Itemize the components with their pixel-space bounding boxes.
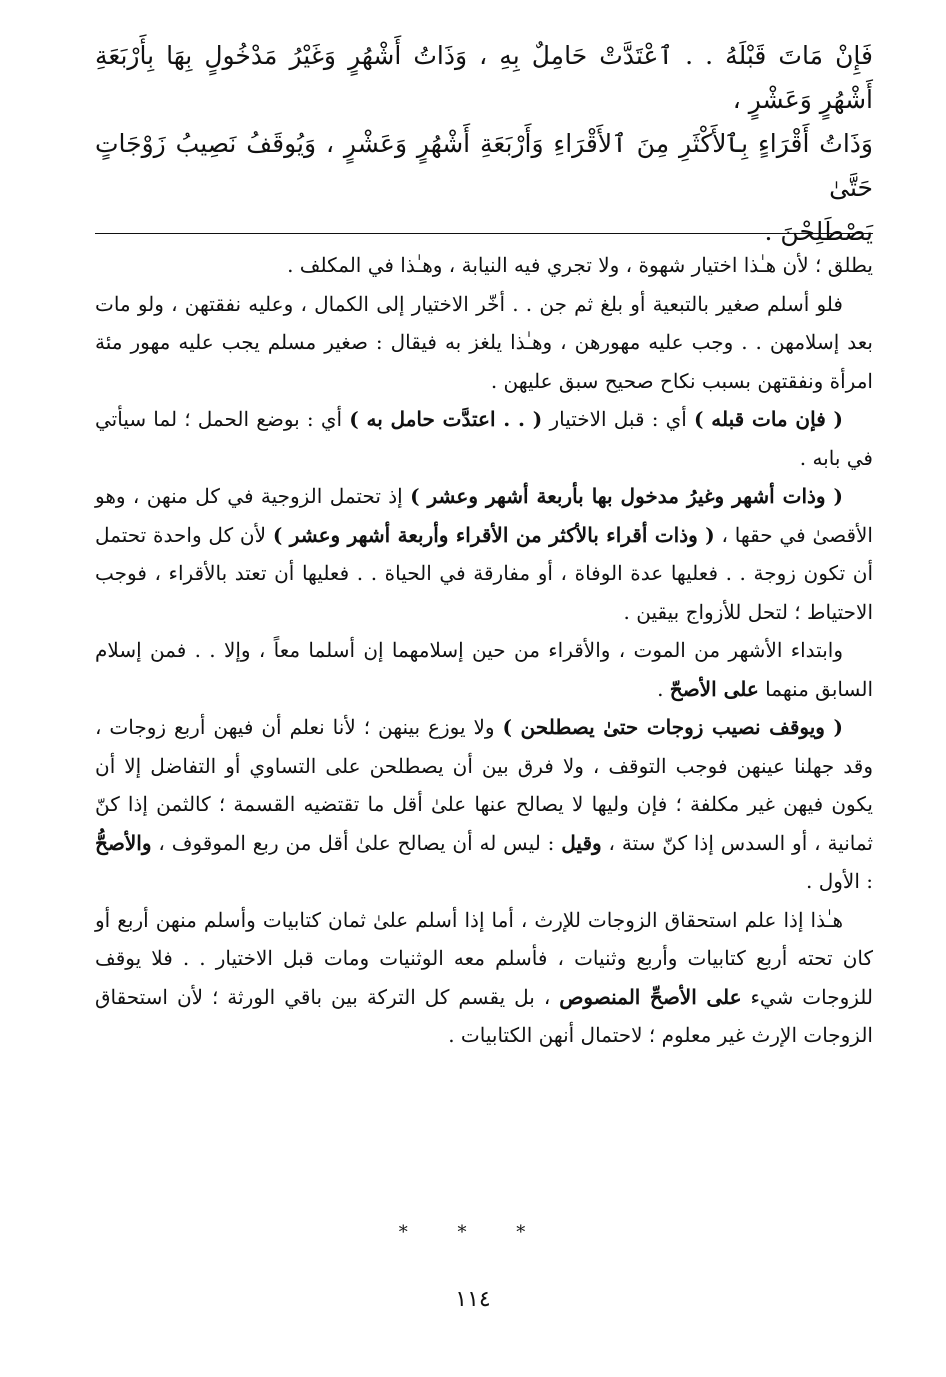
commentary-text: ولا يوزع بينهن ؛ لأنا نعلم أن فيهن أربع زوجات ، وقد جهلنا عينهن فوجب التوقف ، ولا فرق بين أن يصطلحن على التساوي أو التفاضل إلا أن يكون فيهن غير مكلفة ؛ فإن وليها لا يصالح عنها علىٰ أقل ما تقتضيه القسمة ؛ كالثمن إذا كنّ ثمانية ، أو السدس إذا كنّ ستة ، xyxy=(95,715,873,855)
commentary-text: إذ تحتمل الزوجية في كل منهن ، وهو الأقصىٰ في حقها ، xyxy=(95,484,873,547)
quoted-term: على الأصحِّ المنصوص xyxy=(559,984,742,1009)
commentary xyxy=(95,246,873,1055)
quoted-matn: ( ويوقف نصيب زوجات حتىٰ يصطلحن ) xyxy=(502,715,843,739)
section-ornament: * * * xyxy=(398,1222,548,1243)
quoted-matn: ( فإن مات قبله ) xyxy=(694,407,843,431)
quoted-term: على الأصحّ xyxy=(669,676,759,701)
separator-line xyxy=(95,233,873,234)
quoted-term: وقيل xyxy=(561,830,602,855)
commentary-paragraph-5 xyxy=(95,631,873,708)
commentary-text: . xyxy=(657,676,670,701)
commentary-text: لأن كل واحدة تحتمل أن تكون زوجة . . فعليها عدة الوفاة ، أو مفارقة في الحياة . . فعليها أن تعتد بالأقراء ، فوجب الاحتياط ؛ لتحل للأزواج بيقين . xyxy=(95,522,873,624)
commentary-paragraph-4 xyxy=(95,477,873,631)
commentary-paragraph-7 xyxy=(95,901,873,1055)
quoted-matn: ( . . اعتدَّت حامل به ) xyxy=(349,407,543,431)
commentary-text: : الأول . xyxy=(806,869,873,893)
commentary-text: أي : بوضع الحمل ؛ لما سيأتي في بابه . xyxy=(95,407,873,470)
main-text-line-3: يَصْطَلِحْنَ . xyxy=(764,217,873,246)
quoted-term: والأصحُّ xyxy=(95,830,152,855)
commentary-text: : ليس له أن يصالح علىٰ أقل من ربع الموقوف ، xyxy=(151,830,562,855)
commentary-text: ، بل يقسم كل التركة بين باقي الورثة ؛ لأن استحقاق الزوجات الإرث غير معلوم ؛ لاحتمال أنهن الكتابيات . xyxy=(95,984,873,1047)
commentary-text: هـٰذا إذا علم استحقاق الزوجات للإرث ، أما إذا أسلم علىٰ ثمان كتابيات وأسلم منهن أربع أو كان تحته أربع كتابيات وأربع وثنيات ، فأسلم معه الوثنيات ومات قبل الاختيار . . فلا يوقف للزوجات شيء xyxy=(95,907,874,1009)
commentary-text: أي : قبل الاختيار xyxy=(542,407,695,431)
main-text-line-1: فَإِنْ مَاتَ قَبْلَهُ . . ٱعْتَدَّتْ حَامِلٌ بِهِ ، وَذَاتُ أَشْهُرٍ وَغَيْرُ مَدْخُولٍ بِهَا بِأَرْبَعَةِ أَشْهُرٍ وَعَشْرٍ ، xyxy=(95,41,873,114)
commentary-paragraph-1: يطلق ؛ لأن هـٰذا اختيار شهوة ، ولا تجري فيه النيابة ، وهـٰذا في المكلف . xyxy=(287,253,873,277)
commentary-paragraph-2: فلو أسلم صغير بالتبعية أو بلغ ثم جن . . أخّر الاختيار إلى الكمال ، وعليه نفقتهن ، ولو مات بعد إسلامهن . . وجب عليه مهورهن ، وهـٰذا يلغز به فيقال : صغير مسلم يجب عليه مهور مئة امرأة ونفقتهن بسبب نكاح صحيح سبق عليهن . xyxy=(95,291,873,393)
main-text xyxy=(95,34,873,254)
commentary-paragraph-3 xyxy=(95,400,873,477)
main-text-line-2: وَذَاتُ أَقْرَاءٍ بِٱلأَكْثَرِ مِنَ ٱلأَقْرَاءِ وَأَرْبَعَةِ أَشْهُرٍ وَعَشْرٍ ، وَيُوقَفُ نَصِيبُ زَوْجَاتٍ حَتَّىٰ xyxy=(95,129,873,202)
page-number: ١١٤ xyxy=(455,1287,491,1312)
quoted-matn: ( وذات أقراء بالأكثر من الأقراء وأربعة أشهر وعشر ) xyxy=(272,522,715,547)
commentary-text: وابتداء الأشهر من الموت ، والأقراء من حين إسلامهما إن أسلما معاً ، وإلا . . فمن إسلام السابق منهما xyxy=(95,638,873,701)
commentary-paragraph-6 xyxy=(95,708,873,901)
quoted-matn: ( وذات أشهر وغيرُ مدخول بها بأربعة أشهر وعشر ) xyxy=(410,484,843,508)
